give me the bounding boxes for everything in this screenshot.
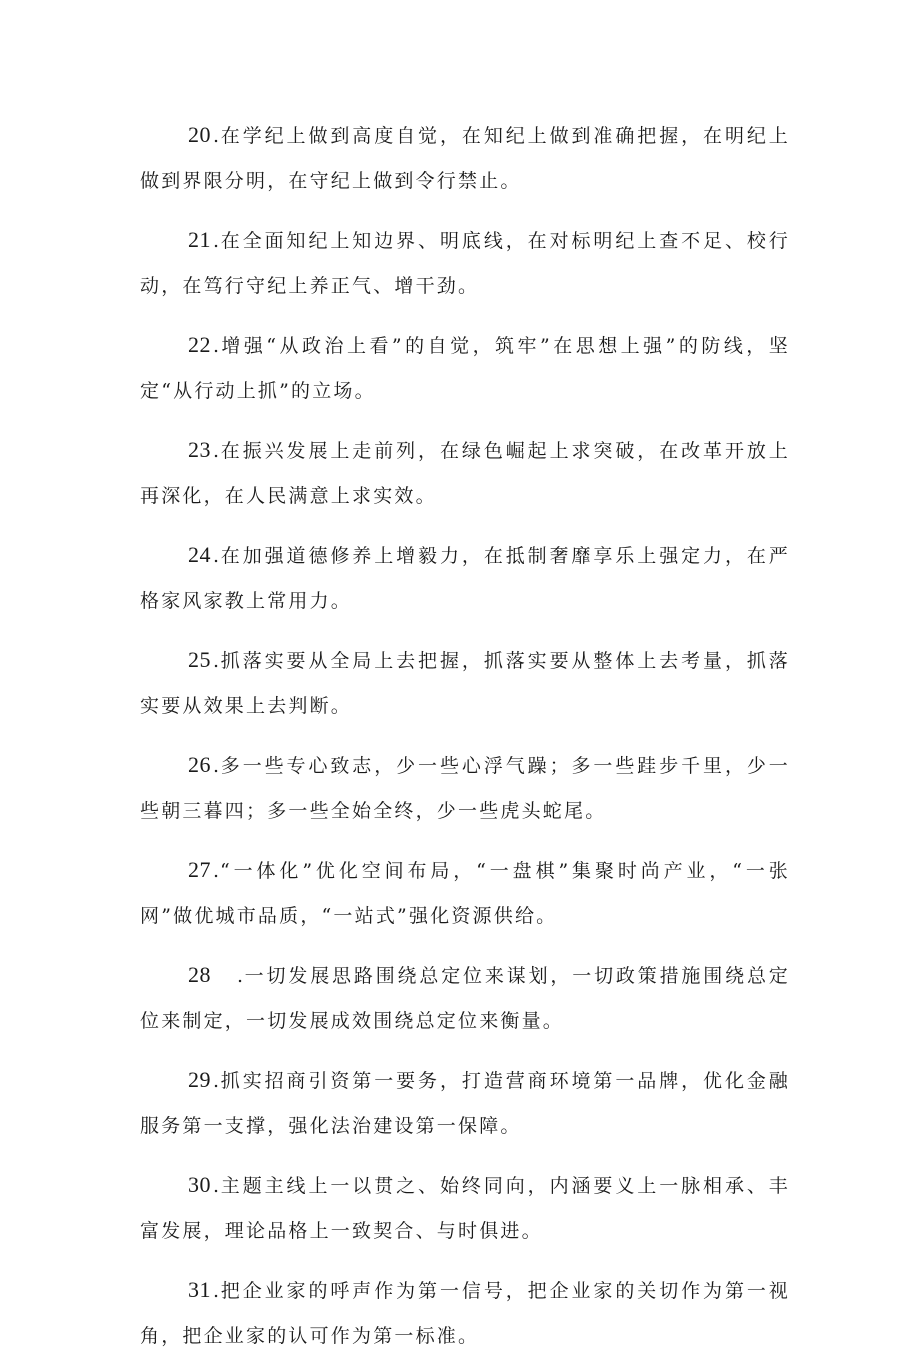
item-separator: . [213, 335, 221, 357]
item-text: 在振兴发展上走前列，在绿色崛起上求突破，在改革开放上再深化，在人民满意上求实效。 [140, 440, 790, 507]
item-text: “一体化”优化空间布局，“一盘棋”集聚时尚产业，“一张网”做优城市品质，“一站式”强化资源供给。 [140, 860, 790, 927]
item-text: 把企业家的呼声作为第一信号，把企业家的关切作为第一视角，把企业家的认可作为第一标准。 [140, 1280, 790, 1347]
item-text: 增强“从政治上看”的自觉，筑牢”在思想上强”的防线，坚定“从行动上抓”的立场。 [140, 335, 790, 402]
list-item-27 [140, 847, 790, 939]
item-separator: . [213, 545, 221, 567]
item-separator: . [213, 860, 221, 882]
item-text: 在加强道德修养上增毅力，在抵制奢靡享乐上强定力，在严格家风家教上常用力。 [140, 545, 790, 612]
list-item-26 [140, 742, 790, 834]
item-number: 21 [188, 227, 211, 252]
list-item-20 [140, 112, 790, 204]
item-number: 30 [188, 1172, 211, 1197]
list-item-22 [140, 322, 790, 414]
item-number: 27 [188, 857, 211, 882]
item-separator: . [213, 125, 221, 147]
item-separator: . [213, 1280, 221, 1302]
list-item-25 [140, 637, 790, 729]
list-item-29 [140, 1057, 790, 1149]
item-separator: . [213, 755, 221, 777]
list-item-28 [140, 952, 790, 1044]
item-separator: . [237, 965, 245, 987]
list-item-24 [140, 532, 790, 624]
list-item-23 [140, 427, 790, 519]
list-item-31 [140, 1267, 790, 1359]
item-number: 22 [188, 332, 211, 357]
item-number: 23 [188, 437, 211, 462]
item-number: 31 [188, 1277, 211, 1302]
item-separator: . [213, 1175, 221, 1197]
item-number: 26 [188, 752, 211, 777]
item-text: 多一些专心致志，少一些心浮气躁；多一些跬步千里，少一些朝三暮四；多一些全始全终，少一些虎头蛇尾。 [140, 755, 790, 822]
item-separator: . [213, 440, 221, 462]
item-number: 25 [188, 647, 211, 672]
item-text: 主题主线上一以贯之、始终同向，内涵要义上一脉相承、丰富发展，理论品格上一致契合、与时俱进。 [140, 1175, 790, 1242]
item-separator: . [213, 650, 221, 672]
item-number: 24 [188, 542, 211, 567]
item-text: 抓落实要从全局上去把握，抓落实要从整体上去考量，抓落实要从效果上去判断。 [140, 650, 790, 717]
item-text: 抓实招商引资第一要务，打造营商环境第一品牌，优化金融服务第一支撑，强化法治建设第一保障。 [140, 1070, 790, 1137]
item-text: 在全面知纪上知边界、明底线，在对标明纪上查不足、校行动，在笃行守纪上养正气、增干劲。 [140, 230, 790, 297]
item-separator: . [213, 1070, 221, 1092]
list-item-21 [140, 217, 790, 309]
item-number: 28 [188, 962, 211, 987]
numbered-list [140, 112, 790, 1372]
item-separator: . [213, 230, 221, 252]
item-number: 20 [188, 122, 211, 147]
item-text: 一切发展思路围绕总定位来谋划，一切政策措施围绕总定位来制定，一切发展成效围绕总定位来衡量。 [140, 965, 790, 1032]
list-item-30 [140, 1162, 790, 1254]
item-text: 在学纪上做到高度自觉，在知纪上做到准确把握，在明纪上做到界限分明，在守纪上做到令行禁止。 [140, 125, 790, 192]
item-number: 29 [188, 1067, 211, 1092]
